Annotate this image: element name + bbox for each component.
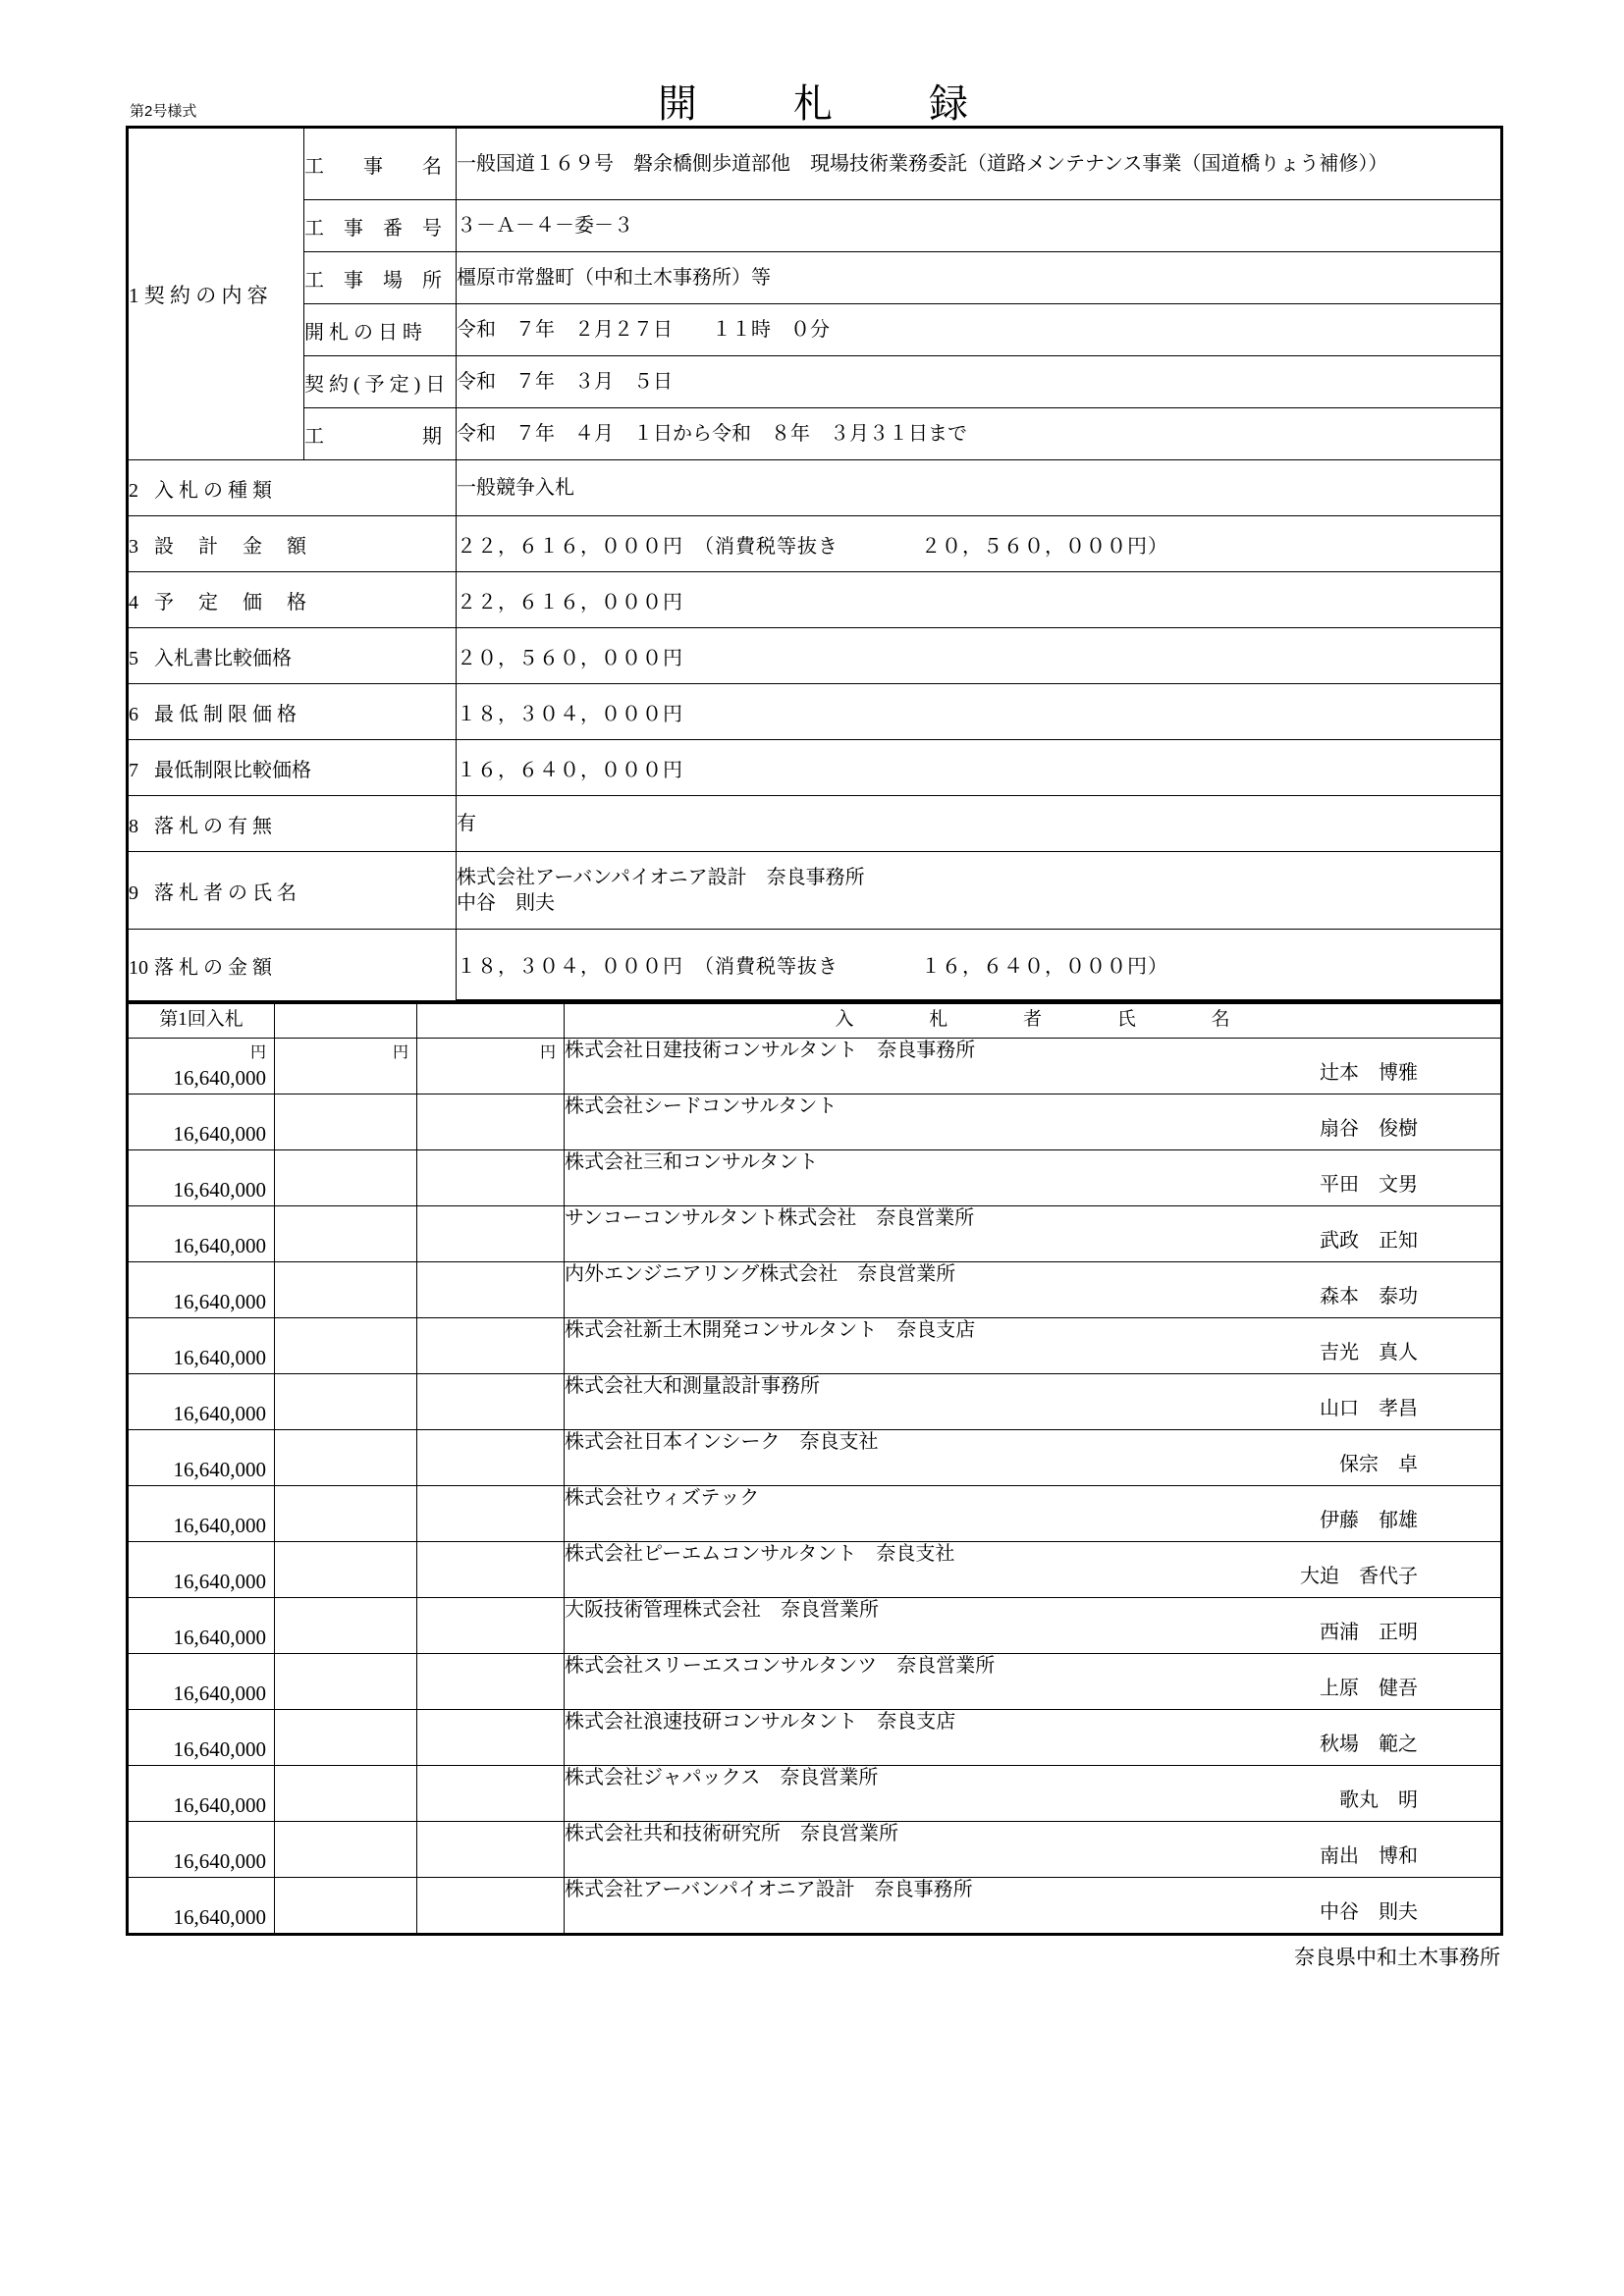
bidder-representative-name: 秋場 範之	[1320, 1734, 1418, 1755]
contract-details-table	[126, 126, 1503, 1002]
contract-row-value: 橿原市常盤町（中和土木事務所）等	[457, 252, 1502, 304]
record-item-label: 5 入札書比較価格	[128, 628, 457, 684]
issuing-office: 奈良県中和土木事務所	[1294, 1946, 1500, 1969]
bid-amount-round2	[275, 1710, 417, 1766]
table-row	[128, 1710, 1502, 1766]
bidder-company-name: 株式会社浪速技研コンサルタント 奈良支店	[565, 1711, 956, 1733]
bid-amount-round2	[275, 1542, 417, 1598]
contract-row-value: 令和 ７年 ４月 １日から令和 ８年 ３月３１日まで	[457, 408, 1502, 460]
form-number: 第2号様式	[130, 103, 197, 120]
record-item-row	[128, 930, 1502, 1001]
bidder-name-cell	[565, 1206, 1502, 1262]
bidder-name-cell	[565, 1374, 1502, 1430]
bidder-name-cell	[565, 1150, 1502, 1206]
record-item-row	[128, 516, 1502, 572]
table-row	[128, 1486, 1502, 1542]
bidder-company-name: 株式会社日建技術コンサルタント 奈良事務所	[565, 1040, 976, 1061]
table-row	[128, 1766, 1502, 1822]
bidder-name-cell	[565, 1486, 1502, 1542]
bid-amount-value: 16,640,000	[173, 1290, 266, 1313]
bidder-company-name: 内外エンジニアリング株式会社 奈良営業所	[565, 1263, 956, 1285]
bidder-representative-name: 扇谷 俊樹	[1320, 1118, 1418, 1140]
bid-amount-value: 16,640,000	[173, 1682, 266, 1705]
bidder-company-name: 株式会社ピーエムコンサルタント 奈良支社	[565, 1543, 955, 1565]
table-row	[128, 1878, 1502, 1935]
contract-row-value: 令和 ７年 ３月 ５日	[457, 356, 1502, 408]
contract-row	[128, 252, 1502, 304]
contract-row-label: 開 札 の 日 時	[304, 304, 457, 356]
bidder-name-cell	[565, 1262, 1502, 1318]
bid-amount-round3	[417, 1654, 565, 1710]
bid-amount-round1	[128, 1822, 275, 1878]
bid-amount-round3	[417, 1206, 565, 1262]
yen-unit-label: 円	[249, 1044, 266, 1061]
bid-amount-round1	[128, 1486, 275, 1542]
table-row	[128, 1542, 1502, 1598]
bid-amount-value: 16,640,000	[173, 1514, 266, 1537]
contract-row	[128, 304, 1502, 356]
bidders-table-header	[128, 1003, 1502, 1039]
record-item-label: 8 落 札 の 有 無	[128, 796, 457, 852]
record-item-value: 株式会社アーバンパイオニア設計 奈良事務所 中谷 則夫	[457, 852, 1502, 930]
bid-amount-value: 16,640,000	[173, 1234, 266, 1257]
bidder-representative-name: 中谷 則夫	[1320, 1901, 1418, 1923]
bid-amount-round1	[128, 1654, 275, 1710]
bidder-company-name: 株式会社ウィズテック	[565, 1487, 760, 1509]
record-item-value: 一般競争入札	[457, 460, 1502, 516]
table-row	[128, 1430, 1502, 1486]
record-item-row	[128, 796, 1502, 852]
bidder-company-name: 株式会社新土木開発コンサルタント 奈良支店	[565, 1319, 976, 1341]
bidder-name-cell	[565, 1822, 1502, 1878]
bid-amount-round2	[275, 1878, 417, 1935]
document-header	[126, 79, 1500, 126]
contract-row	[128, 356, 1502, 408]
record-item-value: １８，３０４，０００円 （消費税等抜き １６，６４０，０００円）	[457, 930, 1502, 1001]
record-item-label: 10 落 札 の 金 額	[128, 930, 457, 1001]
bid-amount-round1	[128, 1878, 275, 1935]
bid-amount-value: 16,640,000	[173, 1402, 266, 1425]
bid-amount-round3	[417, 1542, 565, 1598]
record-item-value: １８，３０４，０００円	[457, 684, 1502, 740]
bidder-name-cell	[565, 1654, 1502, 1710]
contract-row	[128, 128, 1502, 200]
bidder-representative-name: 山口 孝昌	[1320, 1398, 1418, 1419]
record-item-row	[128, 572, 1502, 628]
bidder-representative-name: 武政 正知	[1320, 1230, 1418, 1252]
bidder-company-name: 株式会社シードコンサルタント	[565, 1095, 838, 1117]
record-item-value: 有	[457, 796, 1502, 852]
bidder-name-cell	[565, 1766, 1502, 1822]
table-row	[128, 1822, 1502, 1878]
bidders-table	[126, 1001, 1503, 1936]
record-item-label: 9 落 札 者 の 氏 名	[128, 852, 457, 930]
record-item-value: １６，６４０，０００円	[457, 740, 1502, 796]
bid-amount-round2	[275, 1206, 417, 1262]
bid-amount-round1	[128, 1542, 275, 1598]
record-item-label: 6 最 低 制 限 価 格	[128, 684, 457, 740]
bidder-company-name: 株式会社日本インシーク 奈良支社	[565, 1431, 879, 1453]
record-item-label: 3 設 計 金 額	[128, 516, 457, 572]
bid-amount-round2	[275, 1095, 417, 1150]
bidder-name-cell	[565, 1542, 1502, 1598]
contract-row-value: ３－Ａ－４－委－３	[457, 200, 1502, 252]
bidder-representative-name: 南出 博和	[1320, 1845, 1418, 1867]
record-item-label: 7 最低制限比較価格	[128, 740, 457, 796]
bid-opening-record-sheet	[126, 79, 1500, 1971]
table-row	[128, 1598, 1502, 1654]
table-row	[128, 1095, 1502, 1150]
bid-amount-value: 16,640,000	[173, 1626, 266, 1649]
bid-amount-round1	[128, 1598, 275, 1654]
bid-amount-round1	[128, 1430, 275, 1486]
bidder-name-cell	[565, 1430, 1502, 1486]
bid-amount-round3	[417, 1039, 565, 1095]
bid-amount-round1	[128, 1095, 275, 1150]
bidder-representative-name: 森本 泰功	[1320, 1286, 1418, 1308]
bid-amount-round2	[275, 1039, 417, 1095]
bidder-representative-name: 伊藤 郁雄	[1320, 1510, 1418, 1531]
table-row	[128, 1206, 1502, 1262]
bidder-representative-name: 大迫 香代子	[1300, 1566, 1418, 1587]
bid-amount-round2	[275, 1150, 417, 1206]
bid-amount-round2	[275, 1822, 417, 1878]
bidder-company-name: 株式会社スリーエスコンサルタンツ 奈良営業所	[565, 1655, 996, 1677]
bid-amount-value: 16,640,000	[173, 1570, 266, 1593]
bid-amount-round3	[417, 1822, 565, 1878]
bid-amount-round3	[417, 1486, 565, 1542]
bid-amount-round1	[128, 1318, 275, 1374]
bid-amount-round2	[275, 1766, 417, 1822]
record-item-value: ２２，６１６，０００円	[457, 572, 1502, 628]
contract-row-label: 工 事 場 所	[304, 252, 457, 304]
bid-amount-round3	[417, 1150, 565, 1206]
table-row	[128, 1150, 1502, 1206]
record-item-row	[128, 684, 1502, 740]
bid-amount-value: 16,640,000	[173, 1178, 266, 1201]
bidder-representative-name: 吉光 真人	[1320, 1342, 1418, 1363]
bid-amount-value: 16,640,000	[173, 1458, 266, 1481]
record-item-row	[128, 628, 1502, 684]
yen-unit-label: 円	[392, 1044, 408, 1061]
bid-amount-round3	[417, 1374, 565, 1430]
record-item-row	[128, 740, 1502, 796]
bid-amount-round2	[275, 1318, 417, 1374]
bid-amount-value: 16,640,000	[173, 1737, 266, 1761]
bid-amount-value: 16,640,000	[173, 1905, 266, 1929]
bidder-company-name: 大阪技術管理株式会社 奈良営業所	[565, 1599, 879, 1621]
contract-row-label: 工 事 名	[304, 128, 457, 200]
section-label-contract: 1 契 約 の 内 容	[128, 128, 304, 460]
bid-amount-round1	[128, 1206, 275, 1262]
table-row	[128, 1374, 1502, 1430]
contract-row-label: 契 約 ( 予 定 ) 日	[304, 356, 457, 408]
contract-row-value: 一般国道１６９号 磐余橋側歩道部他 現場技術業務委託（道路メンテナンス事業（国道橋りょう補修））	[457, 128, 1502, 200]
table-row	[128, 1262, 1502, 1318]
bid-amount-round3	[417, 1430, 565, 1486]
bidder-company-name: 株式会社共和技術研究所 奈良営業所	[565, 1823, 898, 1844]
bid-amount-round3	[417, 1262, 565, 1318]
bid-amount-round1	[128, 1710, 275, 1766]
bidder-representative-name: 辻本 博雅	[1320, 1062, 1418, 1084]
bidder-company-name: 株式会社三和コンサルタント	[565, 1151, 819, 1173]
bid-amount-round1	[128, 1374, 275, 1430]
record-item-row	[128, 852, 1502, 930]
record-item-label: 4 予 定 価 格	[128, 572, 457, 628]
bid-amount-round2	[275, 1262, 417, 1318]
bidder-representative-name: 歌丸 明	[1339, 1789, 1418, 1811]
bid-amount-value: 16,640,000	[173, 1849, 266, 1873]
page-title: 開 札 録	[658, 81, 1011, 126]
bidder-name-cell	[565, 1710, 1502, 1766]
bid-amount-round3	[417, 1878, 565, 1935]
bidder-company-name: 株式会社ジャパックス 奈良営業所	[565, 1767, 879, 1789]
bid-amount-round2	[275, 1374, 417, 1430]
contract-row	[128, 408, 1502, 460]
bid-amount-value: 16,640,000	[173, 1346, 266, 1369]
bid-amount-round3	[417, 1598, 565, 1654]
table-row	[128, 1654, 1502, 1710]
bid-amount-round3	[417, 1710, 565, 1766]
bidder-name-cell	[565, 1095, 1502, 1150]
bidder-company-name: サンコーコンサルタント株式会社 奈良営業所	[565, 1207, 975, 1229]
bid-amount-round2	[275, 1598, 417, 1654]
bidder-representative-name: 西浦 正明	[1320, 1622, 1418, 1643]
bid-amount-value: 16,640,000	[173, 1066, 266, 1090]
contract-row	[128, 200, 1502, 252]
record-item-row	[128, 460, 1502, 516]
bid-amount-round1	[128, 1150, 275, 1206]
bidder-company-name: 株式会社大和測量設計事務所	[565, 1375, 820, 1397]
bid-amount-round2	[275, 1430, 417, 1486]
round2-column-header	[275, 1003, 417, 1039]
contract-row-value: 令和 ７年 ２月２７日 １１時 ０分	[457, 304, 1502, 356]
bidder-names-column-header: 入 札 者 氏 名	[565, 1003, 1502, 1039]
bid-amount-round1	[128, 1262, 275, 1318]
bidder-name-cell	[565, 1878, 1502, 1935]
table-row	[128, 1039, 1502, 1095]
bidder-representative-name: 保宗 卓	[1339, 1454, 1418, 1475]
record-item-label: 2 入 札 の 種 類	[128, 460, 457, 516]
bid-amount-value: 16,640,000	[173, 1122, 266, 1146]
bid-amount-round2	[275, 1486, 417, 1542]
bidder-name-cell	[565, 1318, 1502, 1374]
bidder-representative-name: 上原 健吾	[1320, 1678, 1418, 1699]
bid-amount-round1	[128, 1766, 275, 1822]
bid-amount-round2	[275, 1654, 417, 1710]
table-row	[128, 1318, 1502, 1374]
bid-amount-value: 16,640,000	[173, 1793, 266, 1817]
bid-amount-round3	[417, 1766, 565, 1822]
bid-amount-round1	[128, 1039, 275, 1095]
record-item-value: ２０，５６０，０００円	[457, 628, 1502, 684]
bid-amount-round3	[417, 1318, 565, 1374]
contract-row-label: 工 事 番 号	[304, 200, 457, 252]
round-label: 第1回入札	[128, 1003, 275, 1039]
yen-unit-label: 円	[539, 1044, 556, 1061]
record-item-value: ２２，６１６，０００円 （消費税等抜き ２０，５６０，０００円）	[457, 516, 1502, 572]
round3-column-header	[417, 1003, 565, 1039]
bidder-name-cell	[565, 1039, 1502, 1095]
bidder-company-name: 株式会社アーバンパイオニア設計 奈良事務所	[565, 1879, 973, 1900]
contract-row-label: 工 期	[304, 408, 457, 460]
bid-amount-round3	[417, 1095, 565, 1150]
bidder-name-cell	[565, 1598, 1502, 1654]
bidder-representative-name: 平田 文男	[1320, 1174, 1418, 1196]
